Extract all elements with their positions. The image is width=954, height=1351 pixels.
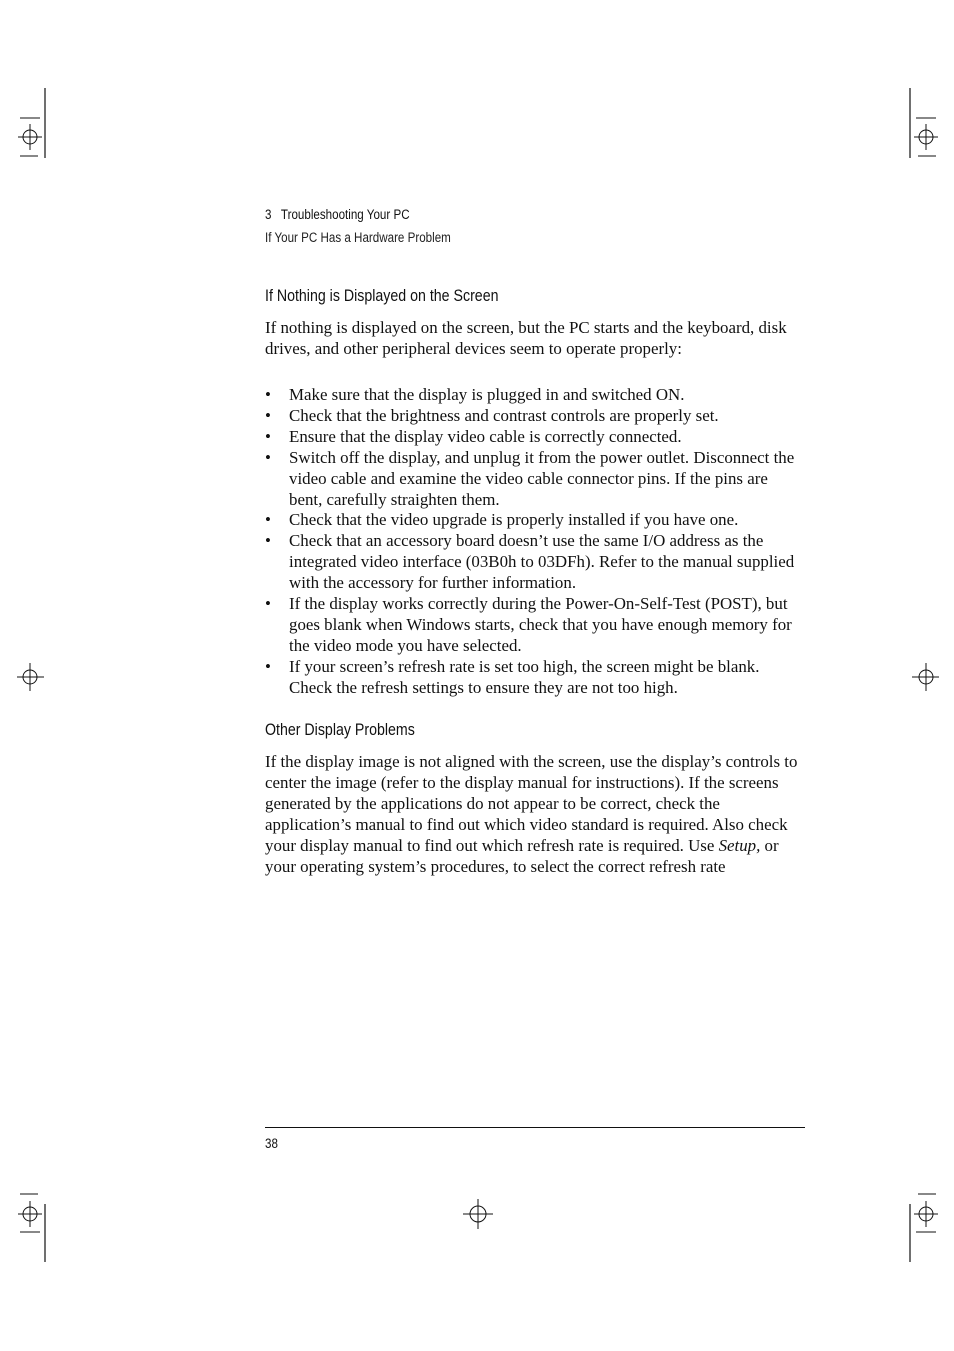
list-item <box>265 594 805 657</box>
list-item <box>265 531 805 594</box>
bullet-icon: • <box>265 447 271 467</box>
setup-term: Setup, <box>718 835 761 855</box>
page-number: 38 <box>265 1136 278 1151</box>
running-header-chapter: 3 Troubleshooting Your PC <box>265 207 410 222</box>
crop-mark-middle-left-icon <box>14 660 48 694</box>
list-item-text: Check that an accessory board doesn’t use the same I/O address as the integrated video interface (03B0h to 03DFh). Refer to the manual supplied with the accessory for further information. <box>289 531 795 593</box>
bullet-icon: • <box>265 405 271 425</box>
footer-rule <box>265 1127 805 1128</box>
crop-mark-middle-right-icon <box>908 660 942 694</box>
crop-mark-bottom-right-icon <box>896 1190 946 1266</box>
bullet-icon: • <box>265 385 271 404</box>
list-item <box>265 448 805 511</box>
list-item-text: Check that the brightness and contrast controls are properly set. <box>289 405 719 425</box>
section-heading-nothing-displayed: If Nothing is Displayed on the Screen <box>265 287 499 305</box>
bullet-icon: • <box>265 594 271 614</box>
crop-mark-top-right-icon <box>896 86 946 162</box>
paragraph-text-start: If the display image is not aligned with the screen, use the display’s controls to center the image (refer to the display manual for instructions). If the screens generated by the applications do not appear to be correct, check the application’s manual to find out which video standard is required. Also check your display manual to find out which refresh rate is required. Use <box>265 752 798 855</box>
list-item <box>265 657 805 699</box>
list-item <box>265 385 805 406</box>
troubleshooting-bullet-list <box>265 385 805 699</box>
section-intro-paragraph: If nothing is displayed on the screen, but the PC starts and the keyboard, disk drives, and other peripheral devices seem to operate properly: <box>265 318 787 358</box>
list-item-text: Switch off the display, and unplug it from the power outlet. Disconnect the video cable and examine the video cable connector pins. If the pins are bent, carefully straighten them. <box>289 447 795 509</box>
list-item-text: Check that the video upgrade is properly installed if you have one. <box>289 510 739 530</box>
list-item <box>265 510 805 531</box>
list-item-text: Ensure that the display video cable is correctly connected. <box>289 426 682 446</box>
running-header-section: If Your PC Has a Hardware Problem <box>265 230 451 245</box>
crop-mark-top-left-icon <box>10 86 60 162</box>
list-item-text: If your screen’s refresh rate is set too high, the screen might be blank. Check the refresh settings to ensure they are not too high. <box>289 656 760 697</box>
section-heading-other-display-problems: Other Display Problems <box>265 721 415 739</box>
crop-mark-bottom-center-icon <box>460 1196 496 1232</box>
bullet-icon: • <box>265 656 271 676</box>
list-item <box>265 427 805 448</box>
other-display-problems-paragraph <box>265 752 805 877</box>
list-item <box>265 406 805 427</box>
list-item-text: If the display works correctly during the Power-On-Self-Test (POST), but goes blank when Windows starts, check that you have enough memory for the video mode you have selected. <box>289 594 792 655</box>
bullet-icon: • <box>265 531 271 551</box>
bullet-icon: • <box>265 510 271 530</box>
bullet-icon: • <box>265 426 271 446</box>
paragraph-text-end: or your operating system’s procedures, to select the correct refresh rate <box>265 835 779 876</box>
crop-mark-bottom-left-icon <box>10 1190 60 1266</box>
list-item-text: Make sure that the display is plugged in and switched ON. <box>289 385 685 404</box>
